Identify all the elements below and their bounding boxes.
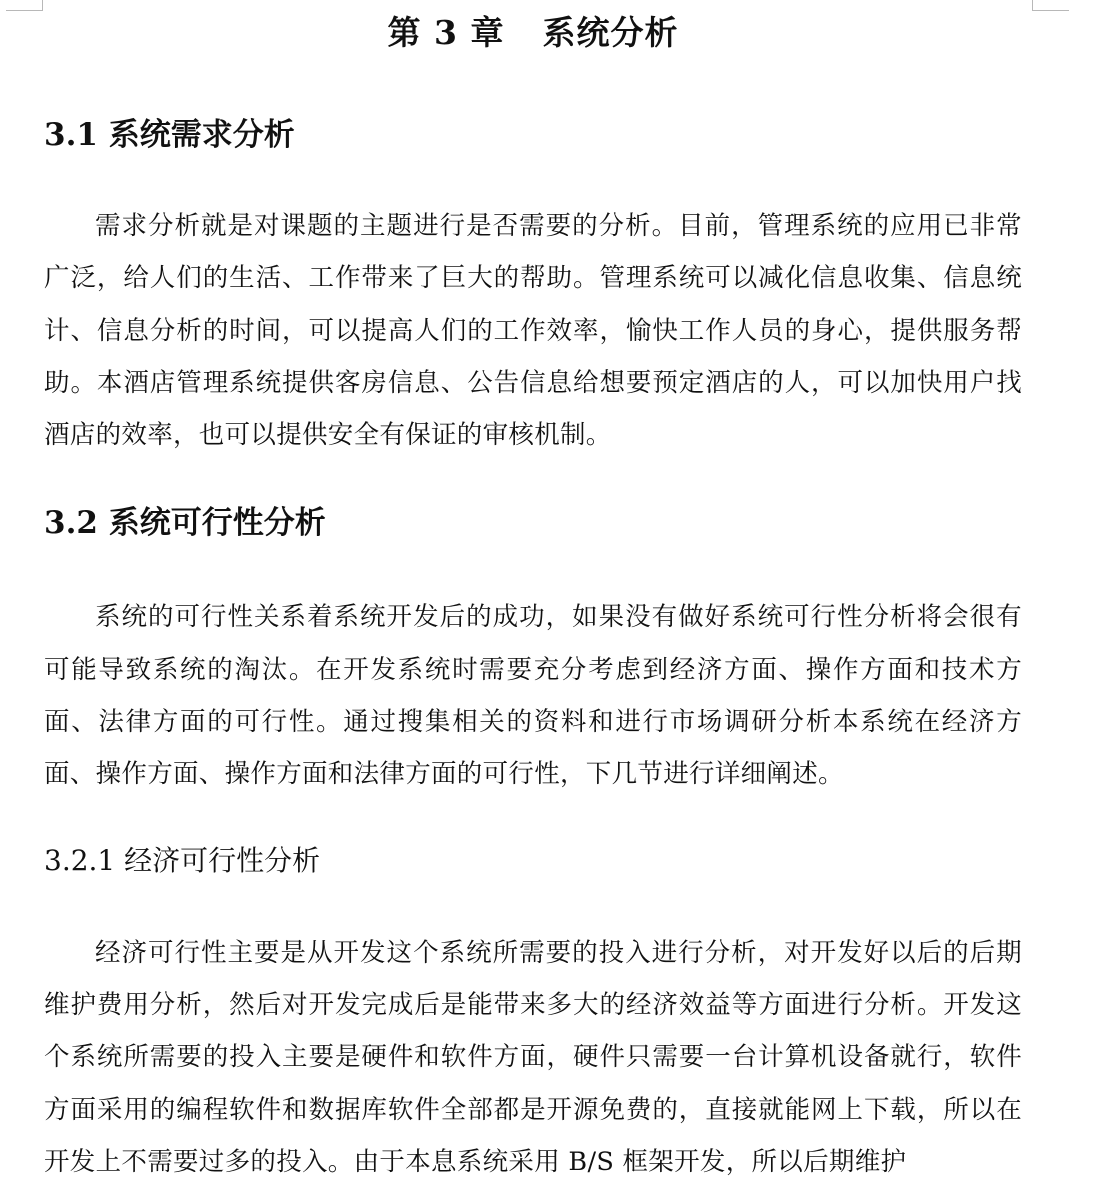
- section-paragraph-3-1: 需求分析就是对课题的主题进行是否需要的分析。目前，管理系统的应用已非常广泛，给人们的生活、工作带来了巨大的帮助。管理系统可以减化信息收集、信息统计、信息分析的时间，可以提高人们的工作效率，愉快工作人员的身心，提供服务帮助。本酒店管理系统提供客房信息、公告信息给想要预定酒店的人，可以加快用户找酒店的效率，也可以提供安全有保证的审核机制。: [44, 211, 1022, 451]
- subsection-heading-3-2-1: 3.2.1 经济可行性分析: [44, 843, 321, 877]
- chapter-number: 第 3 章: [387, 13, 505, 52]
- section-paragraph-3-2: 系统的可行性关系着系统开发后的成功，如果没有做好系统可行性分析将会很有可能导致系统的淘汰。在开发系统时需要充分考虑到经济方面、操作方面和技术方面、法律方面的可行性。通过搜集相关的资料和进行市场调研分析本系统在经济方面、操作方面、操作方面和法律方面的可行性，下几节进行详细阐述。: [44, 602, 1022, 790]
- document-page: [44, 0, 1022, 1188]
- chapter-title: [44, 0, 1022, 53]
- section-paragraph-3-2-1: 经济可行性主要是从开发这个系统所需要的投入进行分析，对开发好以后的后期维护费用分析，然后对开发完成后是能带来多大的经济效益等方面进行分析。开发这个系统所需要的投入主要是硬件和软件方面，硬件只需要一台计算机设备就行，软件方面采用的编程软件和数据库软件全部都是开源免费的，直接就能网上下载，所以在开发上不需要过多的投入。由于本息系统采用 B/S 框架开发，所以后期维护: [44, 937, 1022, 1177]
- section-heading-3-2: 3.2 系统可行性分析: [44, 505, 326, 542]
- crop-mark-top-left: [6, 0, 43, 11]
- crop-mark-top-right: [1032, 0, 1069, 11]
- section-heading-3-1: 3.1 系统需求分析: [44, 117, 295, 153]
- chapter-name: 系统分析: [542, 13, 679, 52]
